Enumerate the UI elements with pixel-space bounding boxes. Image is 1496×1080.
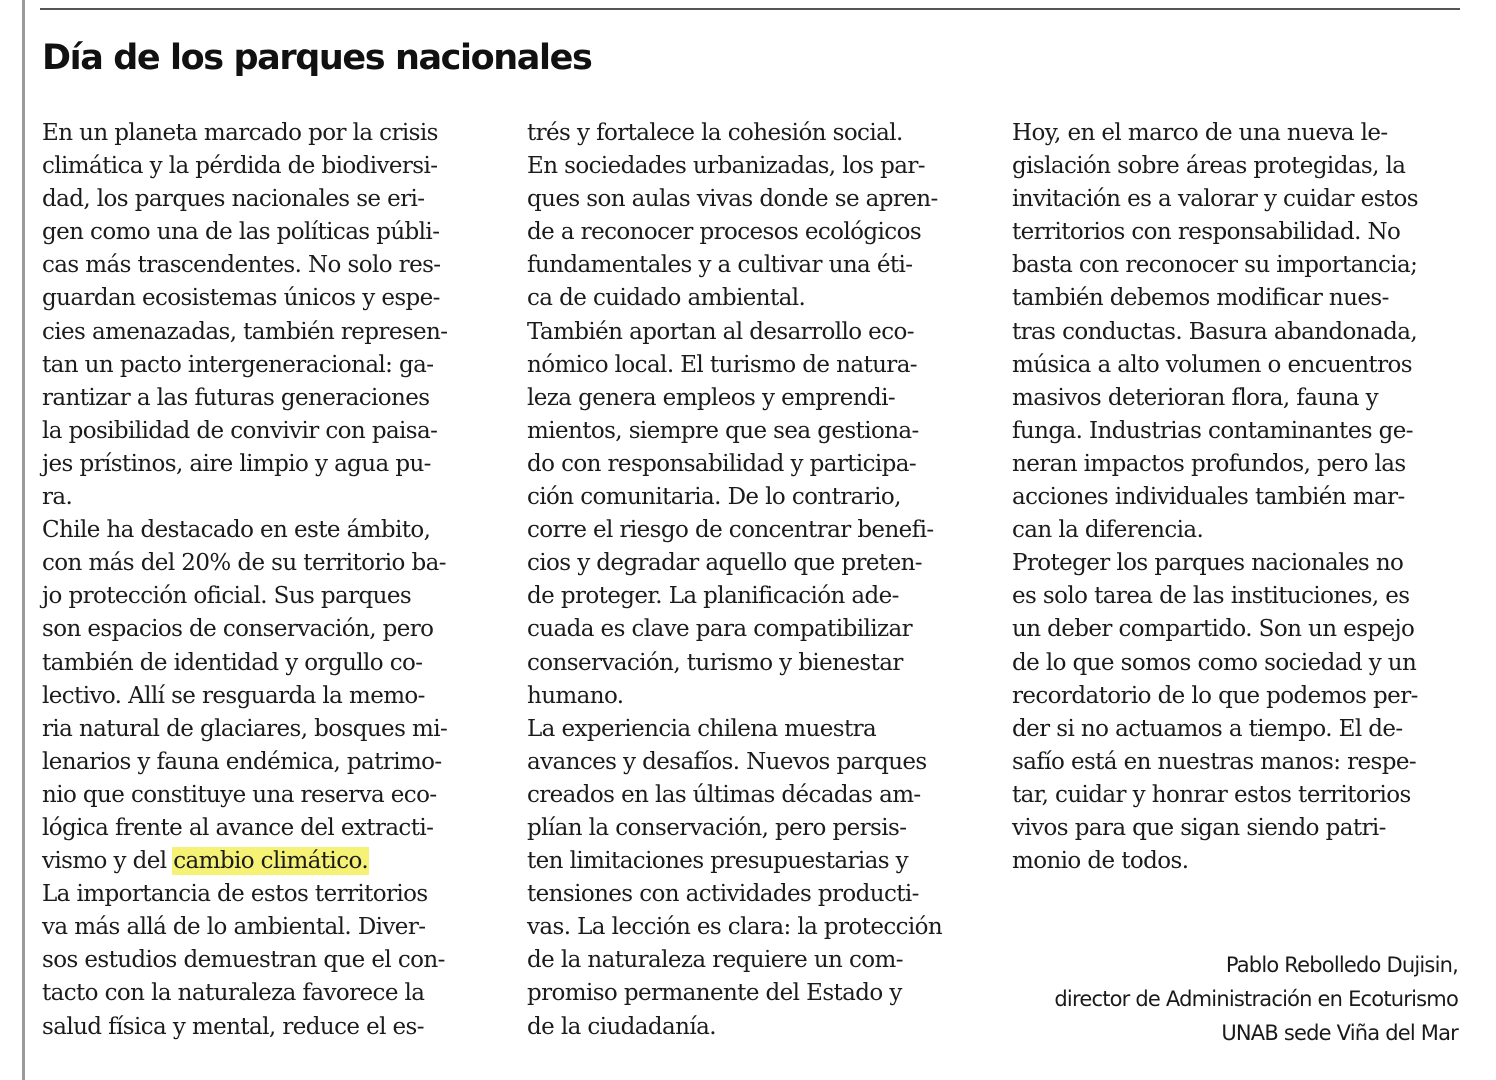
- col2-paragraph-2: En sociedades urbanizadas, los par- ques son aulas vivas donde se apren- de a reconocer procesos ecológicos fundamentales y a cultivar una éti- ca de cuidado ambiental.: [527, 153, 938, 312]
- col1-paragraph-1: En un planeta marcado por la crisis climática y la pérdida de biodiversi- dad, los parques nacionales se eri- gen como una de las políticas públi- cas más trascendentes. No solo res- guardan ecosistemas únicos y espe- cies amenazadas, también represen- tan un pacto intergeneracional: ga- rantizar a las futuras generaciones la posibilidad de convivir con paisa- jes prístinos, aire limpio y agua pu- ra.: [42, 120, 448, 511]
- column-1: [42, 117, 492, 1044]
- col1-paragraph-3: La importancia de estos territorios va más allá de lo ambiental. Diver- sos estudios demuestran que el con- tacto con la naturaleza favorece la salud física y mental, reduce el es-: [42, 881, 445, 1040]
- headline: Día de los parques nacionales: [42, 38, 592, 78]
- author-name: Pablo Rebolledo Dujisin,: [1225, 953, 1458, 977]
- col1-paragraph-2-text: Chile ha destacado en este ámbito, con más del 20% de su territorio ba- jo protección oficial. Sus parques son espacios de conservación, pero también de identidad y orgullo co- lectivo. Allí se resguarda la memo- ria natural de glaciares, bosques mi- lenarios y fauna endémica, patrimo- nio que constituye una reserva eco- lógica frente al avance del extracti- vismo y del: [42, 517, 448, 875]
- column-2: [527, 117, 977, 1044]
- author-signature: [998, 948, 1458, 1050]
- col2-paragraph-1: trés y fortalece la cohesión social.: [527, 120, 903, 146]
- author-institution: UNAB sede Viña del Mar: [1221, 1021, 1458, 1045]
- col1-paragraph-2: [42, 514, 492, 878]
- left-margin-rule: [22, 0, 25, 1080]
- author-role: director de Administración en Ecoturismo: [1054, 987, 1458, 1011]
- highlighted-text: cambio climático.: [173, 848, 369, 875]
- column-3: [1012, 117, 1462, 878]
- col2-paragraph-3: También aportan al desarrollo eco- nómico local. El turismo de natura- leza genera empleos y emprendi- mientos, siempre que sea gestiona- do con responsabilidad y participa- ción comunitaria. De lo contrario, corre el riesgo de concentrar benefi- cios y degradar aquello que preten- de proteger. La planificación ade- cuada es clave para compatibilizar conservación, turismo y bienestar humano.: [527, 318, 934, 709]
- col3-paragraph-2: Proteger los parques nacionales no es solo tarea de las instituciones, es un deber compartido. Son un espejo de lo que somos como sociedad y un recordatorio de lo que podemos per- der si no actuamos a tiempo. El de- safío está en nuestras manos: respe- tar, cuidar y honrar estos territorios vivos para que sigan siendo patri- monio de todos.: [1012, 550, 1418, 875]
- top-rule: [40, 8, 1460, 10]
- col3-paragraph-1: Hoy, en el marco de una nueva le- gislación sobre áreas protegidas, la invitación es a valorar y cuidar estos territorios con responsabilidad. No basta con reconocer su importancia; también debemos modificar nues- tras conductas. Basura abandonada, música a alto volumen o encuentros masivos deterioran flora, fauna y funga. Industrias contaminantes ge- neran impactos profundos, pero las acciones individuales también mar- can la diferencia.: [1012, 120, 1418, 544]
- col2-paragraph-4: La experiencia chilena muestra avances y desafíos. Nuevos parques creados en las últimas décadas am- plían la conservación, pero persis- ten limitaciones presupuestarias y tensiones con actividades producti- vas. La lección es clara: la protección de la naturaleza requiere un com- promiso permanente del Estado y de la ciudadanía.: [527, 715, 943, 1040]
